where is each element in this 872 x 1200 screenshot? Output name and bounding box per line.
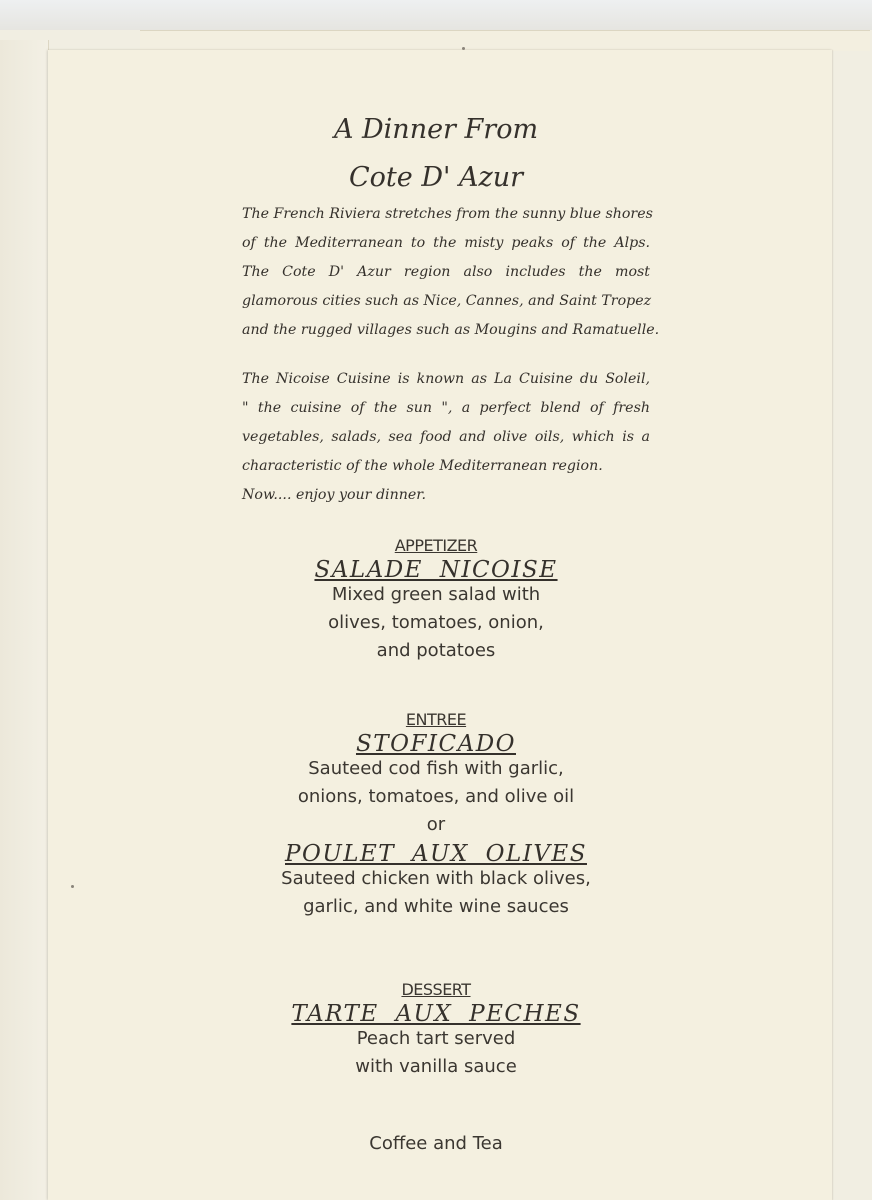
dessert-dish: TARTE AUX PECHES xyxy=(291,1001,581,1027)
closing-line: Coffee and Tea xyxy=(369,1133,503,1154)
intro-paragraph xyxy=(242,200,660,345)
entree-desc-line: garlic, and white wine sauces xyxy=(303,896,569,917)
entree-desc-2 xyxy=(0,865,872,921)
dessert-desc-line: Peach tart served xyxy=(356,1028,516,1049)
intro-line: characteristic of the whole Mediterranean region. xyxy=(242,458,603,474)
intro-line: of the Mediterranean to the misty peaks of the Alps. xyxy=(242,235,650,251)
menu-title-line2: Cote D' Azur xyxy=(349,162,523,193)
dessert-heading: DESSERT xyxy=(401,980,471,999)
entree-heading: ENTREE xyxy=(405,710,467,729)
dessert-section xyxy=(0,980,872,1081)
appetizer-desc-line: olives, tomatoes, onion, xyxy=(328,612,544,633)
intro-paragraph-2 xyxy=(242,365,650,510)
entree-section xyxy=(0,710,872,921)
menu-title-line1: A Dinner From xyxy=(333,114,539,145)
entree-desc-line: Sauteed cod fish with garlic, xyxy=(308,758,564,779)
intro-line: The Nicoise Cuisine is known as La Cuisine du Soleil, xyxy=(242,371,650,387)
intro-line: The French Riviera stretches from the sunny blue shores xyxy=(242,206,653,222)
dessert-desc-line: with vanilla sauce xyxy=(355,1056,517,1077)
intro-line: Now.... enjoy your dinner. xyxy=(242,487,426,503)
intro-line: vegetables, salads, sea food and olive oils, which is a xyxy=(242,429,650,445)
intro-line: and the rugged villages such as Mougins and Ramatuelle. xyxy=(242,322,660,338)
entree-dish-1: STOFICADO xyxy=(355,731,516,757)
appetizer-desc-line: Mixed green salad with xyxy=(331,584,541,605)
appetizer-section xyxy=(0,536,872,665)
appetizer-heading: APPETIZER xyxy=(394,536,478,555)
dessert-desc xyxy=(0,1025,872,1081)
entree-dish-2: POULET AUX OLIVES xyxy=(285,841,587,867)
entree-desc-line: Sauteed chicken with black olives, xyxy=(281,868,591,889)
intro-line: " the cuisine of the sun ", a perfect blend of fresh xyxy=(242,400,650,416)
appetizer-desc-line: and potatoes xyxy=(376,640,496,661)
entree-desc-1 xyxy=(0,755,872,839)
entree-or: or xyxy=(426,814,446,835)
appetizer-dish: SALADE NICOISE xyxy=(314,557,558,583)
intro-line: glamorous cities such as Nice, Cannes, and Saint Tropez xyxy=(242,293,652,309)
appetizer-desc xyxy=(0,581,872,665)
entree-desc-line: onions, tomatoes, and olive oil xyxy=(297,786,575,807)
intro-line: The Cote D' Azur region also includes the most xyxy=(242,264,650,280)
